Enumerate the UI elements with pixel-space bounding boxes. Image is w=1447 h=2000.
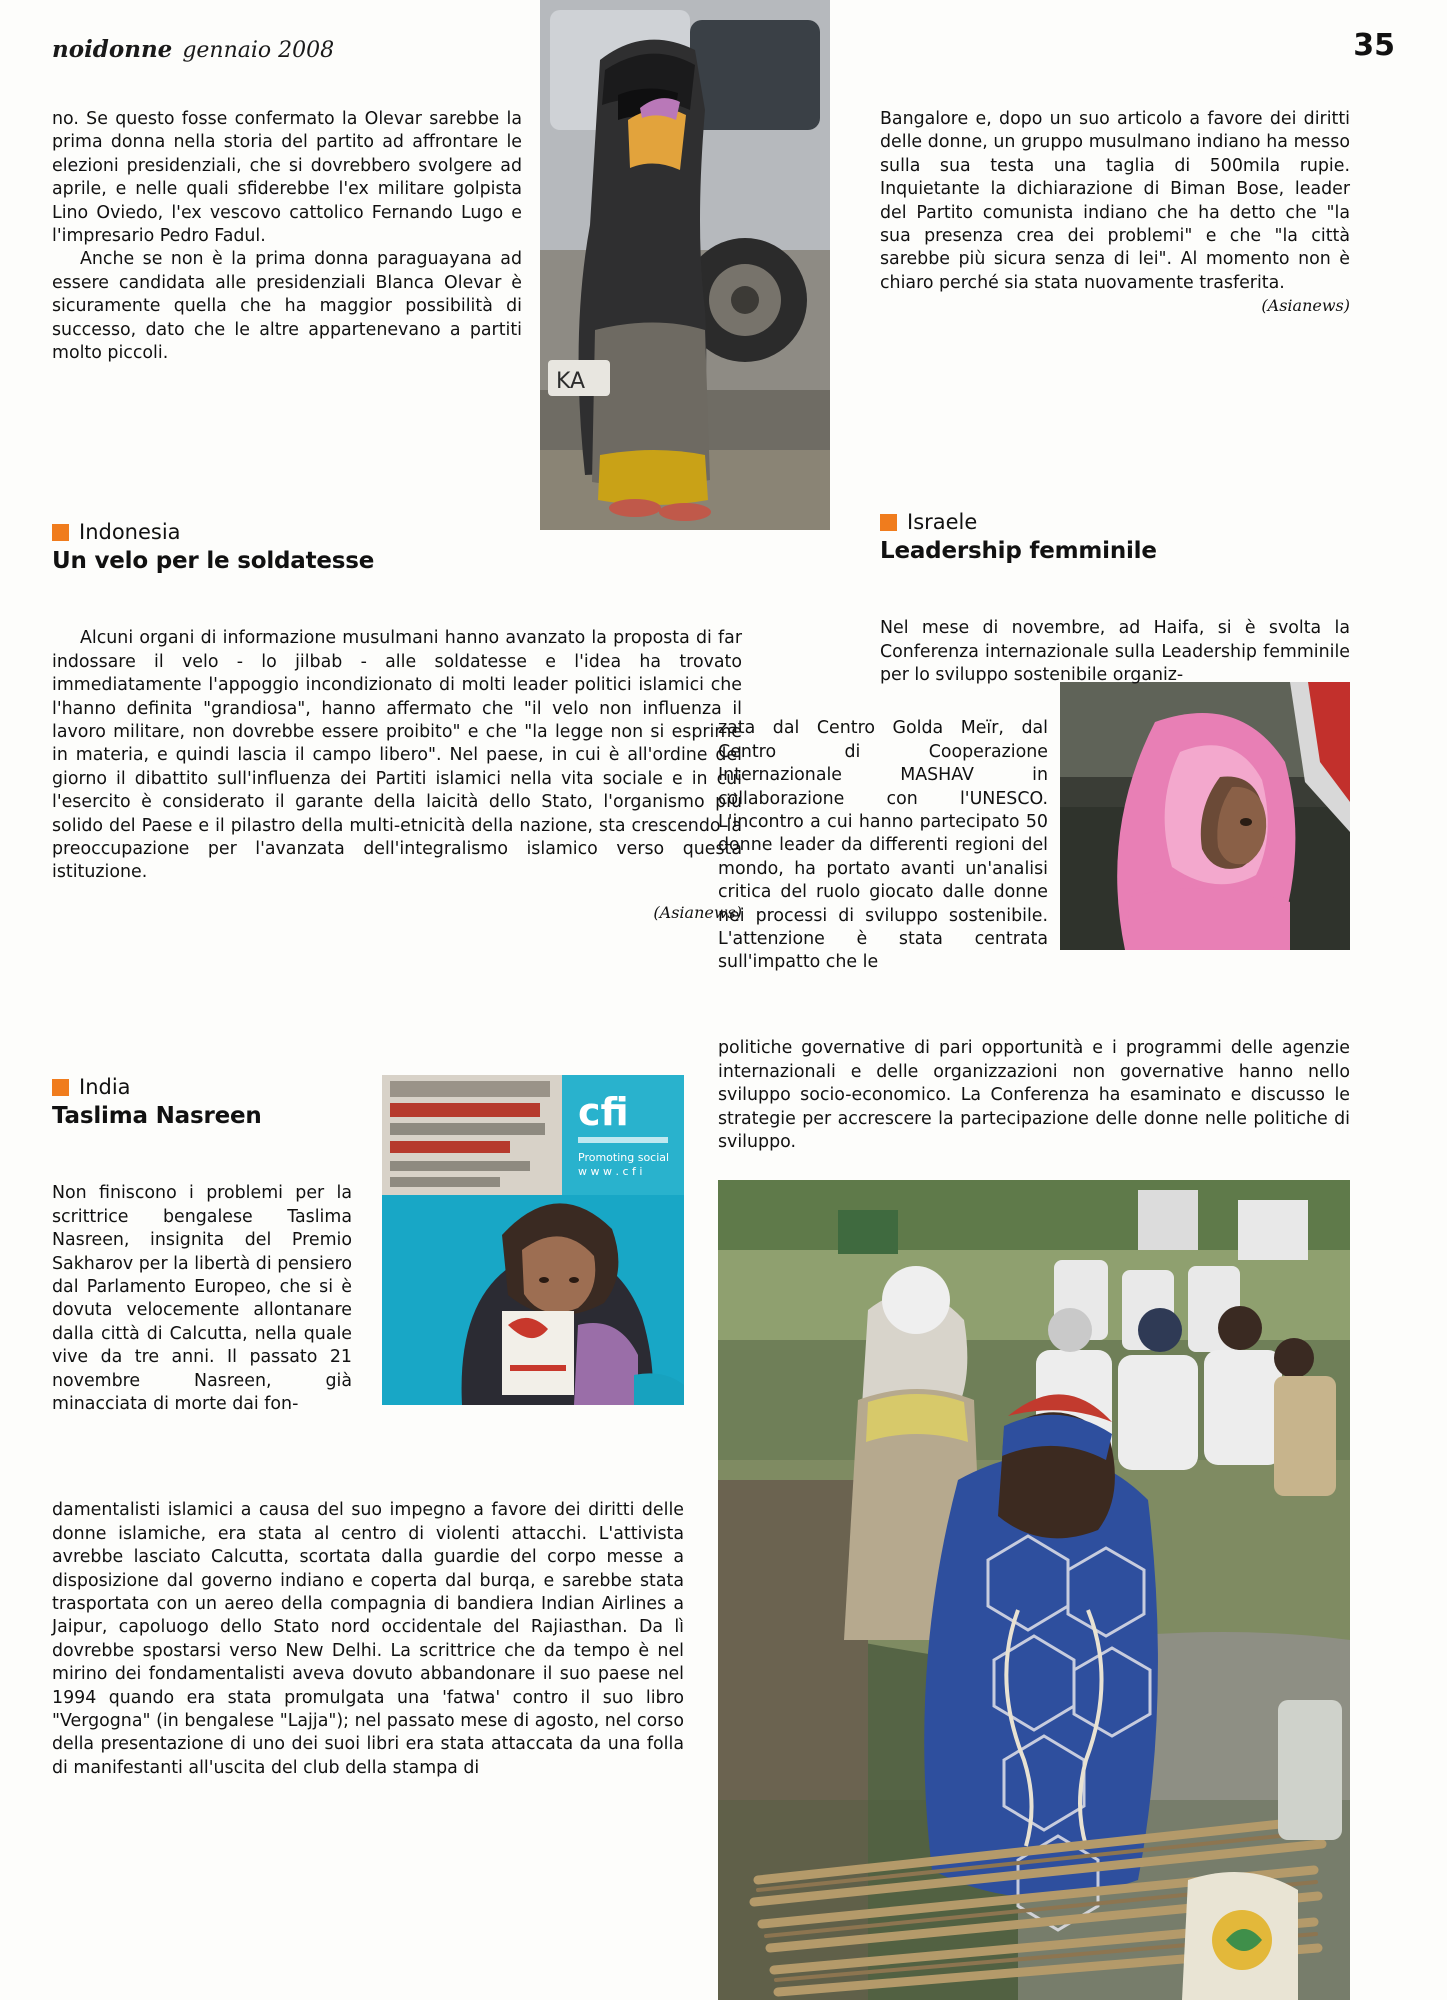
photo-women-carrying-firewood-in-march [718,1180,1350,2000]
square-bullet-icon [880,514,897,531]
paragraph: no. Se questo fosse confermato la Olevar sarebbe la prima donna nella storia del partito ad affrontare le elezioni presidenziali, che si dovrebbero svolgere ad aprile, e nelle quali sfiderebbe l'ex militare golpista Lino Oviedo, l'ex vescovo cattolico Fernando Lugo e l'impresario Pedro Fadul. [52,109,522,247]
section-heading-indonesia [52,520,522,586]
page-number: 35 [1353,28,1395,63]
section-heading-israele [880,510,1350,576]
section-body-india-part1 [52,1165,352,1434]
paragraph: Non finiscono i problemi per la scrittrice bengalese Taslima Nasreen, insignita del Premio Sakharov per la libertà di pensiero dal Parlamento Europeo, che si è dovuta velocemente allontanare dalla città di Calcutta, nella quale vive da tre anni. Il passato 21 novembre Nasreen, già minacciata di morte dai fon- [52,1183,352,1415]
paragraph: Alcuni organi di informazione musulmani hanno avanzato la proposta di far indossare il velo - lo jilbab - alle soldatesse e l'idea ha trovato immediatamente l'appoggio incondizionato di molti leader politici islamici che l'hanno definita "grandiosa", hanno affermato che "il velo non influenza il lavoro militare, non dovrebbe essere proibito" e che "la legge non si esprime in materia, e quindi lascia il campo libero". Nel paese, in cui è all'ordine del giorno il dibattito sull'influenza dei Partiti islamici nella vita sociale e in cui l'esercito è considerato il garante della laicità dello Stato, l'organismo più solido del Paese e il pilastro della multi-etnicità della nazione, sta crescendo la preoccupazione per l'avanzata dell'integralismo islamico verso questa istituzione. [52,628,742,883]
square-bullet-icon [52,524,69,541]
section-body-india-part2 [52,1482,684,1798]
photo-woman-in-black-veil-beside-car [540,0,830,530]
section-heading-india [52,1075,352,1141]
column-left-top [52,108,522,365]
burqa-photo-art [540,0,830,530]
column-right-top [880,108,1350,317]
paragraph: damentalisti islamici a causa del suo impegno a favore dei diritti delle donne islamiche, era stata al centro di violenti attacchi. L'attivista avrebbe lasciato Calcutta, scortata dalla guardie del corpo messe a disposizione dal governo indiano e coperta dal burqa, e sarebbe stata trasportata con un aereo della compagnia di bandiera Indian Airlines a Jaipur, capoluogo dello Stato nord occidentale del Rajiasthan. Da lì dovrebbe spostarsi verso New Delhi. La scrittrice che da tempo è nel mirino dei fondamentalisti aveva dovuto abbandonare il suo paese nel 1994 quando era stata promulgata una 'fatwa' contro il suo libro "Vergogna" (in bengalese "Lajja"); nel passato mese di agosto, nel corso della presentazione di uno dei suoi libri era stata attaccata da una folla di manifestanti all'uscita del club della stampa di [52,1500,684,1778]
section-body-israele-part2 [718,700,1048,992]
paragraph: Bangalore e, dopo un suo articolo a favore dei diritti delle donne, un gruppo musulmano indiano ha messo sulla sua testa una taglia di 500mila rupie. Inquietante la dichiarazione di Biman Bose, leader del Partito comunista indiano che ha detto che "la sua presenza crea dei problemi" e che "la città sarebbe più sicura senza di lei". Al momento non è chiaro perché sia stata nuovamente trasferita. [880,109,1350,293]
section-country-label: Indonesia [79,520,181,544]
section-headline: Taslima Nasreen [52,1103,262,1129]
masthead [52,36,334,63]
photo-woman-in-pink-headscarf [1060,682,1350,950]
section-body-israele-part1 [880,600,1350,705]
section-headline: Un velo per le soldatesse [52,548,375,574]
svg-text:w w w . c f i: w w w . c f i [578,1165,643,1178]
kicker-india [52,1075,352,1099]
paragraph: Nel mese di novembre, ad Haifa, si è svolta la Conferenza internazionale sulla Leadership femminile per lo sviluppo sostenibile organiz- [880,618,1350,686]
paragraph: zata dal Centro Golda Meïr, dal Centro di Cooperazione Internazionale MASHAV in collaborazione con l'UNESCO. L'incontro a cui hanno partecipato 50 donne leader da differenti regioni del mondo, ha portato avanti un'analisi critica del ruolo giocato dalle donne nei processi di sviluppo sostenibile. L'attenzione è stata centrata sull'impatto che le [718,718,1048,973]
svg-text:KA: KA [556,369,586,394]
masthead-issue: gennaio 2008 [182,38,335,63]
section-headline: Leadership femminile [880,538,1157,564]
svg-text:cfi: cfi [578,1090,629,1134]
photo-taslima-nasreen-holding-book [382,1075,684,1405]
section-body-israele-part3 [718,1020,1350,1172]
svg-text:Promoting social: Promoting social [578,1151,670,1164]
section-body-indonesia [52,610,742,940]
kicker-indonesia [52,520,522,544]
taslima-photo-art [382,1075,684,1405]
section-country-label: Israele [907,510,978,534]
paragraph: Anche se non è la prima donna paraguayana ad essere candidata alle presidenziali Blanca Olevar è sicuramente quella che ha maggior possibilità di successo, dato che le altre appartenevano a partiti molto piccoli. [52,249,522,364]
article-source: (Asianews) [1261,296,1350,316]
section-country-label: India [79,1075,131,1099]
masthead-brand: noidonne [52,36,173,63]
kicker-israele [880,510,1350,534]
square-bullet-icon [52,1079,69,1096]
paragraph: politiche governative di pari opportunità e i programmi delle agenzie internazionali e delle organizzazioni non governative hanno nello sviluppo socio-economico. La Conferenza ha esaminato e discusso le strategie per accrescere la partecipazione delle donne nelle politiche di sviluppo. [718,1038,1350,1153]
march-photo-art [718,1180,1350,2000]
pink-photo-art [1060,682,1350,950]
article-source: (Asianews) [653,903,742,923]
